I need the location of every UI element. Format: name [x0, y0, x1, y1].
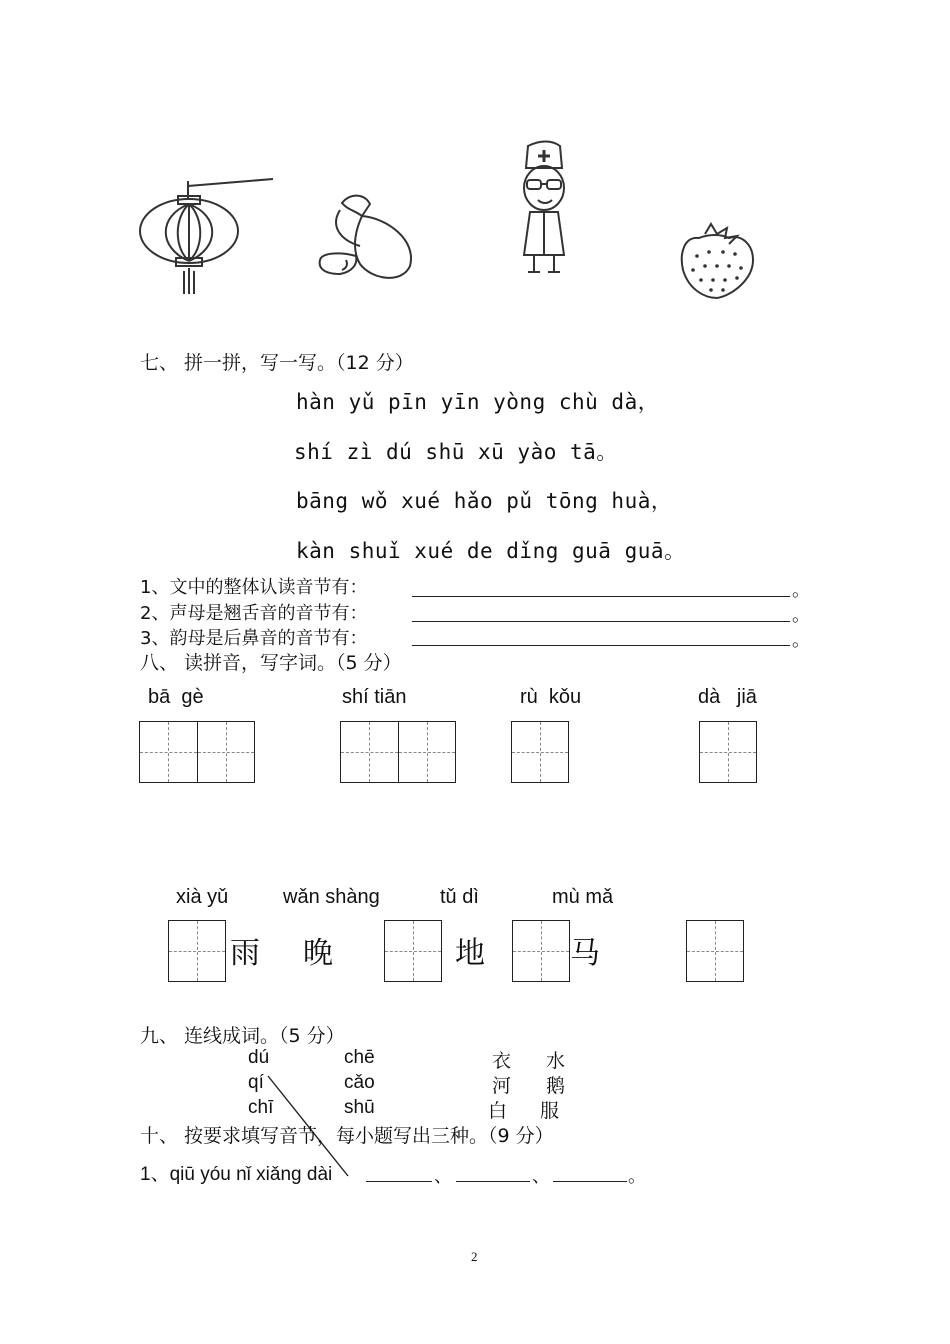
match-char-shui: 水	[546, 1050, 566, 1072]
writing-grid-tu[interactable]	[512, 920, 570, 982]
writing-grid-xia[interactable]	[168, 920, 226, 982]
separator-1: 、	[434, 1166, 452, 1187]
match-pinyin-cao: cǎo	[344, 1072, 375, 1093]
char-ma: 马	[570, 936, 600, 971]
match-pinyin-shu: shū	[344, 1097, 375, 1118]
section-7-heading: 七、 拼一拼，写一写。（12 分）	[140, 352, 414, 374]
char-di: 地	[455, 936, 485, 971]
match-char-he: 河	[492, 1075, 512, 1097]
writing-grid-ru-kou[interactable]	[511, 721, 569, 783]
match-char-yi: 衣	[492, 1050, 512, 1072]
doctor-icon	[512, 140, 574, 280]
question-3-label: 3、韵母是后鼻音的音节有：	[140, 628, 368, 649]
pinyin-shi-tian: shí tiān	[342, 686, 407, 708]
match-char-e: 鹅	[546, 1075, 566, 1097]
match-pinyin-du: dú	[248, 1047, 270, 1068]
answer-line-2[interactable]	[456, 1181, 530, 1182]
pinyin-line-2: shí zì dú shū xū yào tā。	[294, 440, 618, 464]
section-8-heading: 八、 读拼音，写字词。（5 分）	[140, 652, 402, 674]
writing-grid-ba-ge[interactable]	[139, 721, 255, 783]
answer-line-1[interactable]	[366, 1181, 432, 1182]
pinyin-wan-shang: wǎn shàng	[283, 886, 380, 908]
pinyin-da-jia: dà jiā	[698, 686, 757, 708]
section-9-heading: 九、 连线成词。（5 分）	[140, 1025, 345, 1047]
page-number: 2	[471, 1249, 478, 1264]
char-wan: 晚	[303, 936, 333, 971]
pinyin-xia-yu: xià yǔ	[176, 886, 229, 908]
match-char-bai: 白	[488, 1100, 508, 1122]
match-pinyin-chi: chī	[248, 1097, 274, 1118]
writing-grid-shang[interactable]	[384, 920, 442, 982]
answer-line-3[interactable]	[553, 1181, 627, 1182]
question-1-end: 。	[792, 580, 810, 601]
writing-grid-da-jia[interactable]	[699, 721, 757, 783]
strawberry-icon	[675, 222, 760, 300]
end-mark: 。	[628, 1166, 646, 1187]
section-10-heading: 十、 按要求填写音节，每小题写出三种。（9 分）	[140, 1125, 554, 1147]
match-pinyin-che: chē	[344, 1047, 375, 1068]
separator-2: 、	[532, 1166, 550, 1187]
char-yu: 雨	[230, 936, 260, 971]
question-10-1-label: 1、qiū yóu nǐ xiǎng dài	[140, 1164, 333, 1185]
pinyin-ba-ge: bā gè	[148, 686, 204, 708]
question-1-label: 1、文中的整体认读音节有：	[140, 577, 368, 598]
question-1-answer-line[interactable]	[412, 596, 790, 597]
lantern-icon	[138, 176, 278, 301]
pinyin-mu-ma: mù mǎ	[552, 886, 614, 908]
question-2-answer-line[interactable]	[412, 621, 790, 622]
eggplant-icon	[312, 188, 417, 283]
match-char-fu: 服	[540, 1100, 560, 1122]
question-2-label: 2、声母是翘舌音的音节有：	[140, 603, 368, 624]
pinyin-ru-kou: rù kǒu	[520, 686, 582, 708]
pinyin-line-1: hàn yǔ pīn yīn yòng chù dà，	[296, 390, 660, 414]
pinyin-tu-di: tǔ dì	[440, 886, 479, 908]
question-3-answer-line[interactable]	[412, 645, 790, 646]
writing-grid-mu[interactable]	[686, 920, 744, 982]
pinyin-line-3: bāng wǒ xué hǎo pǔ tōng huà，	[296, 489, 673, 513]
match-pinyin-qi: qí	[248, 1072, 264, 1093]
pinyin-line-4: kàn shuǐ xué de dǐng guā guā。	[296, 539, 686, 563]
question-3-end: 。	[792, 630, 810, 651]
writing-grid-shi-tian[interactable]	[340, 721, 456, 783]
question-2-end: 。	[792, 605, 810, 626]
